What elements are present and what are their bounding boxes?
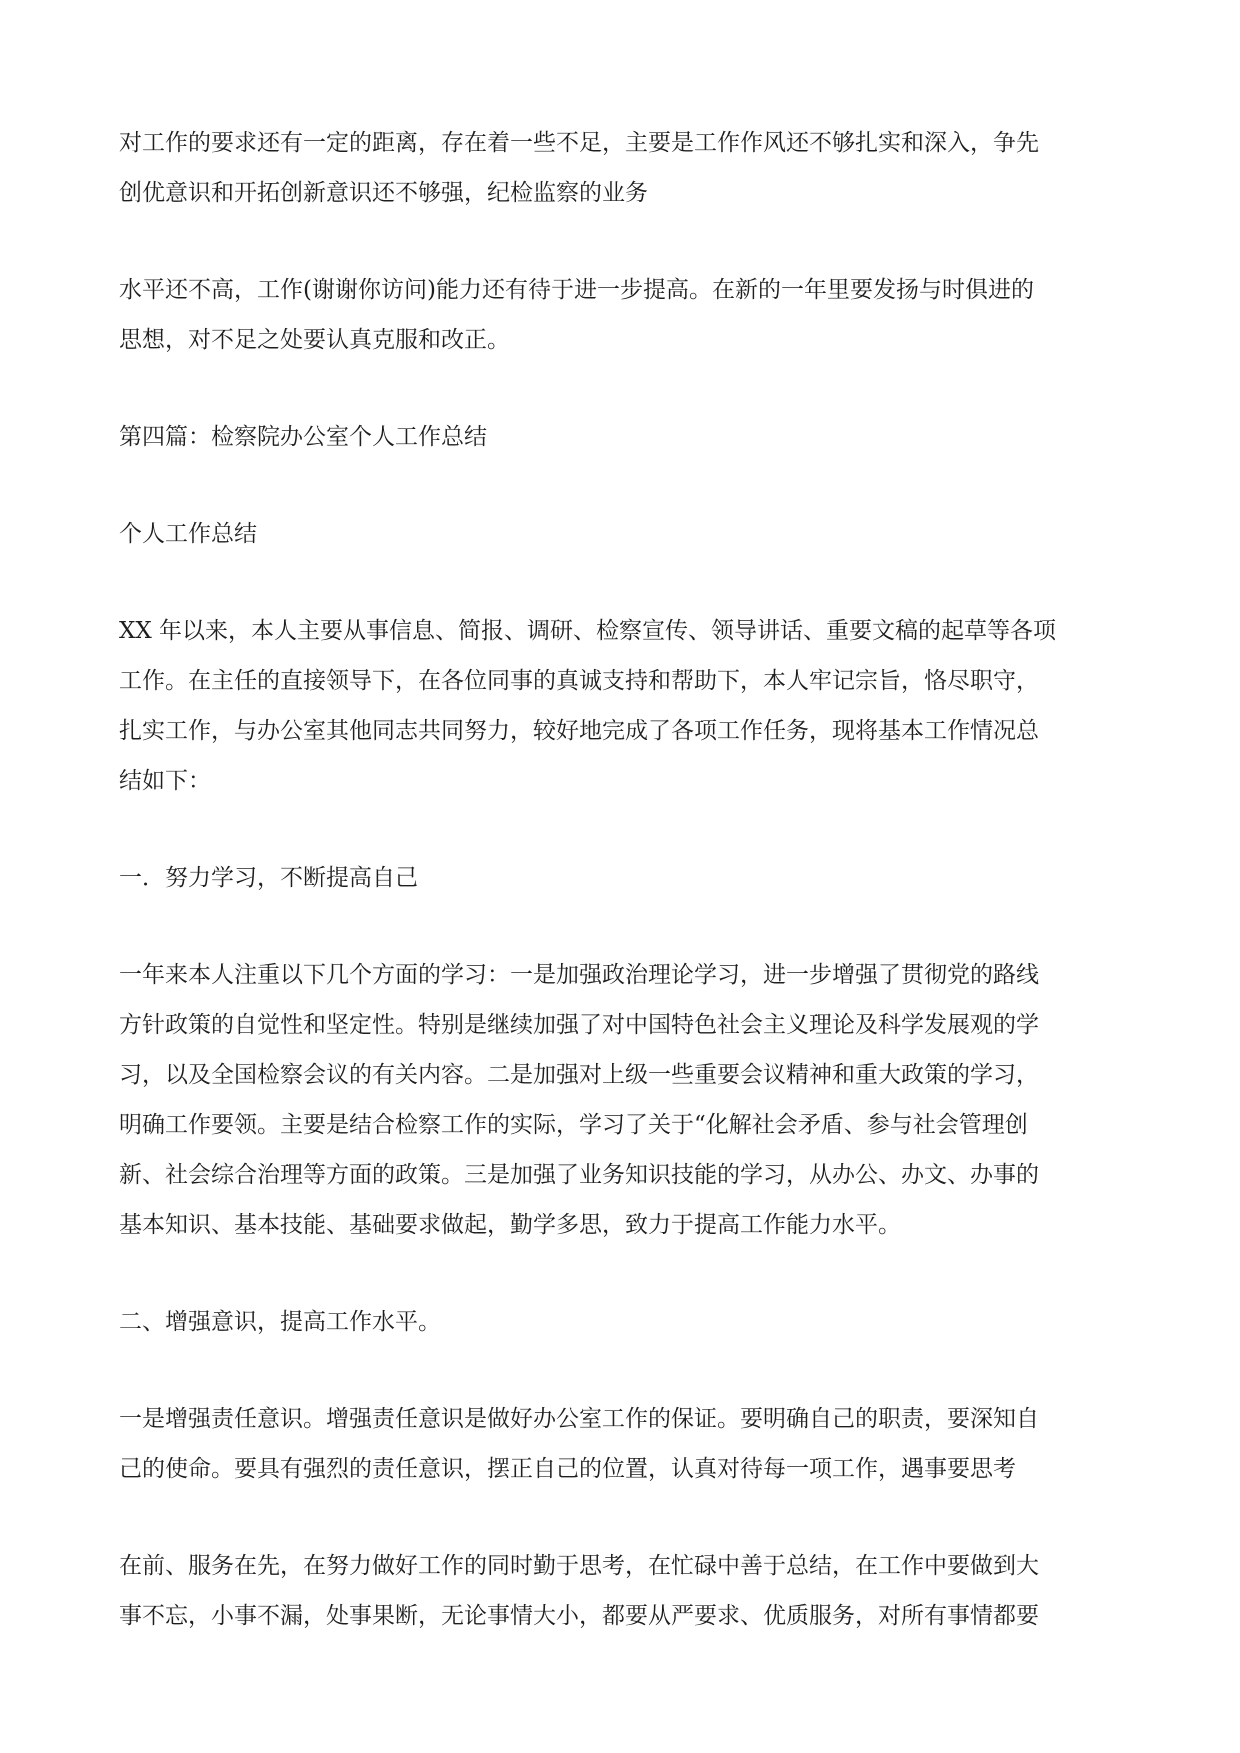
heading-awareness [119, 1297, 1125, 1347]
section-title-text: 第四篇：检察院办公室个人工作总结 [119, 424, 487, 450]
text-line: 思想，对不足之处要认真克服和改正。 [119, 327, 510, 353]
paragraph-2 [119, 265, 1125, 365]
text-line: XX 年以来，本人主要从事信息、简报、调研、检察宣传、领导讲话、重要文稿的起草等各项 [119, 618, 1057, 644]
text-line: 水平还不高，工作(谢谢你访问)能力还有待于进一步提高。在新的一年里要发扬与时俱进的 [119, 277, 1034, 303]
document-subtitle [119, 509, 1125, 559]
text-line: 方针政策的自觉性和坚定性。特别是继续加强了对中国特色社会主义理论及科学发展观的学 [119, 1012, 1039, 1038]
paragraph-responsibility [119, 1394, 1125, 1494]
document-subtitle-text: 个人工作总结 [119, 521, 257, 547]
text-line: 一是增强责任意识。增强责任意识是做好办公室工作的保证。要明确自己的职责，要深知自 [119, 1406, 1039, 1432]
text-line: 工作。在主任的直接领导下，在各位同事的真诚支持和帮助下，本人牢记宗旨，恪尽职守， [119, 668, 1039, 694]
text-line: 己的使命。要具有强烈的责任意识，摆正自己的位置，认真对待每一项工作，遇事要思考 [119, 1456, 1016, 1482]
paragraph-study [119, 950, 1125, 1250]
text-line: 明确工作要领。主要是结合检察工作的实际，学习了关于“化解社会矛盾、参与社会管理创 [119, 1112, 1028, 1138]
text-line: 基本知识、基本技能、基础要求做起，勤学多思，致力于提高工作能力水平。 [119, 1212, 901, 1238]
section-title [119, 412, 1125, 462]
text-line: 扎实工作，与办公室其他同志共同努力，较好地完成了各项工作任务，现将基本工作情况总 [119, 718, 1039, 744]
heading-study [119, 853, 1125, 903]
text-line: 在前、服务在先，在努力做好工作的同时勤于思考，在忙碌中善于总结，在工作中要做到大 [119, 1553, 1039, 1579]
paragraph-intro [119, 606, 1125, 806]
text-line: 习，以及全国检察会议的有关内容。二是加强对上级一些重要会议精神和重大政策的学习， [119, 1062, 1039, 1088]
paragraph-service [119, 1541, 1125, 1641]
text-line: 对工作的要求还有一定的距离，存在着一些不足，主要是工作作风还不够扎实和深入，争先 [119, 130, 1039, 156]
text-line: 创优意识和开拓创新意识还不够强，纪检监察的业务 [119, 180, 648, 206]
heading-study-text: 一．努力学习，不断提高自己 [119, 865, 418, 891]
heading-awareness-text: 二、增强意识，提高工作水平。 [119, 1309, 441, 1335]
text-line: 结如下： [119, 768, 211, 794]
text-line: 一年来本人注重以下几个方面的学习：一是加强政治理论学习，进一步增强了贯彻党的路线 [119, 962, 1039, 988]
document-body [119, 118, 1125, 1688]
text-line: 新、社会综合治理等方面的政策。三是加强了业务知识技能的学习，从办公、办文、办事的 [119, 1162, 1039, 1188]
text-line: 事不忘，小事不漏，处事果断，无论事情大小，都要从严要求、优质服务，对所有事情都要 [119, 1603, 1039, 1629]
paragraph-1 [119, 118, 1125, 218]
